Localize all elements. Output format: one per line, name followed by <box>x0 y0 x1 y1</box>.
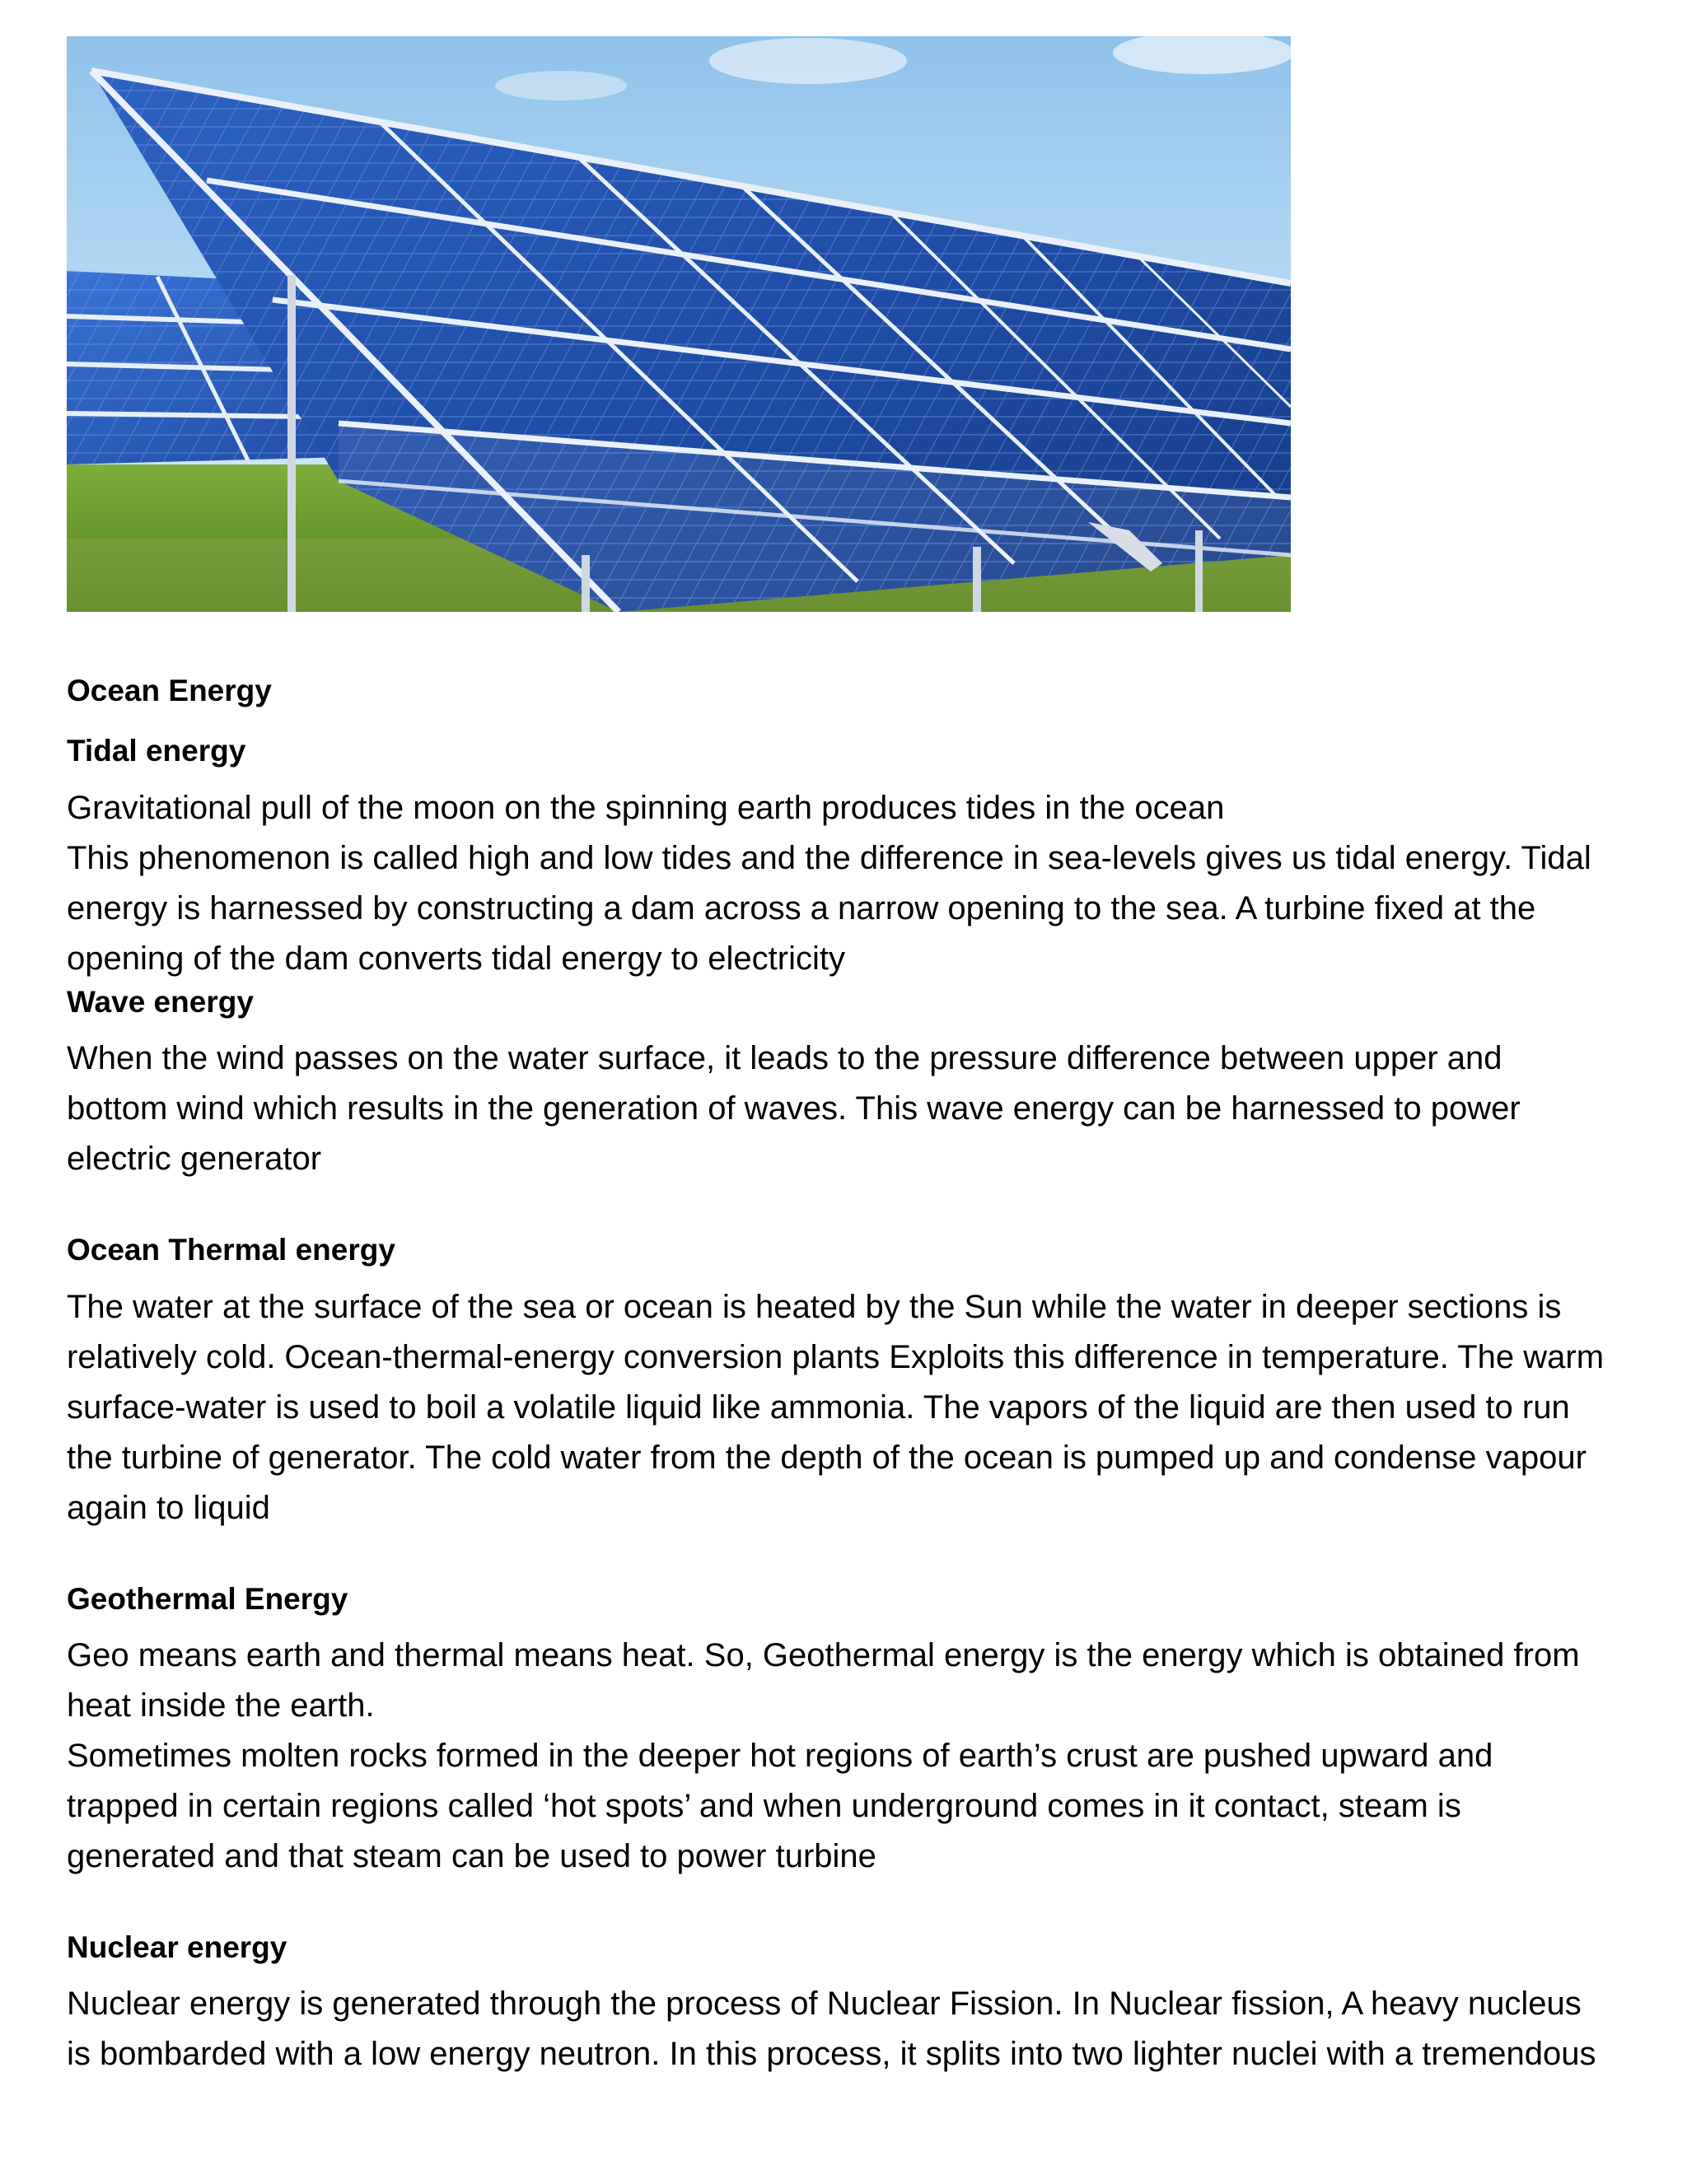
text-line: generated and that steam can be used to power turbine <box>67 1837 876 1874</box>
heading-tidal-energy: Tidal energy <box>67 734 246 768</box>
paragraph-nuclear-energy <box>67 1979 1632 2079</box>
text-line: opening of the dam converts tidal energy to electricity <box>67 940 845 977</box>
text-line: trapped in certain regions called ‘hot spots’ and when underground comes in it contact, steam is <box>67 1787 1461 1824</box>
document-page <box>67 36 1632 2079</box>
text-line: the turbine of generator. The cold water from the depth of the ocean is pumped up and condense vapour <box>67 1439 1587 1476</box>
text-line: relatively cold. Ocean-thermal-energy conversion plants Exploits this difference in temperature. The warm <box>67 1338 1605 1375</box>
heading-ocean-thermal-energy: Ocean Thermal energy <box>67 1233 395 1267</box>
paragraph-tidal-energy <box>67 783 1632 984</box>
heading-geothermal-energy: Geothermal Energy <box>67 1581 348 1616</box>
paragraph-wave-energy <box>67 1034 1632 1184</box>
solar-panel-image <box>67 36 1291 612</box>
text-line: Nuclear energy is generated through the process of Nuclear Fission. In Nuclear fission, A heavy nucleus <box>67 1986 1582 2023</box>
text-line: This phenomenon is called high and low tides and the difference in sea-levels gives us tidal energy. Tidal <box>67 839 1591 876</box>
heading-wave-energy: Wave energy <box>67 984 254 1019</box>
paragraph-geothermal-energy <box>67 1631 1632 1882</box>
text-line: When the wind passes on the water surface, it leads to the pressure difference between upper and <box>67 1040 1502 1077</box>
text-line: is bombarded with a low energy neutron. In this process, it splits into two lighter nuclei with a tremendous <box>67 2036 1596 2073</box>
text-line: surface-water is used to boil a volatile liquid like ammonia. The vapors of the liquid are then used to run <box>67 1388 1570 1426</box>
text-line: electric generator <box>67 1141 322 1178</box>
paragraph-ocean-thermal-energy <box>67 1282 1632 1533</box>
text-line: Gravitational pull of the moon on the spinning earth produces tides in the ocean <box>67 789 1225 826</box>
text-line: Geo means earth and thermal means heat. So, Geothermal energy is the energy which is obtained from <box>67 1636 1580 1673</box>
text-line: again to liquid <box>67 1489 270 1526</box>
heading-ocean-energy: Ocean Energy <box>67 674 272 707</box>
text-line: energy is harnessed by constructing a dam across a narrow opening to the sea. A turbine fixed at the <box>67 889 1536 926</box>
heading-nuclear-energy: Nuclear energy <box>67 1930 287 1964</box>
text-line: The water at the surface of the sea or ocean is heated by the Sun while the water in deeper sections is <box>67 1288 1562 1325</box>
text-line: heat inside the earth. <box>67 1687 375 1724</box>
text-line: Sometimes molten rocks formed in the deeper hot regions of earth’s crust are pushed upward and <box>67 1737 1493 1774</box>
text-line: bottom wind which results in the generation of waves. This wave energy can be harnessed to power <box>67 1090 1521 1127</box>
